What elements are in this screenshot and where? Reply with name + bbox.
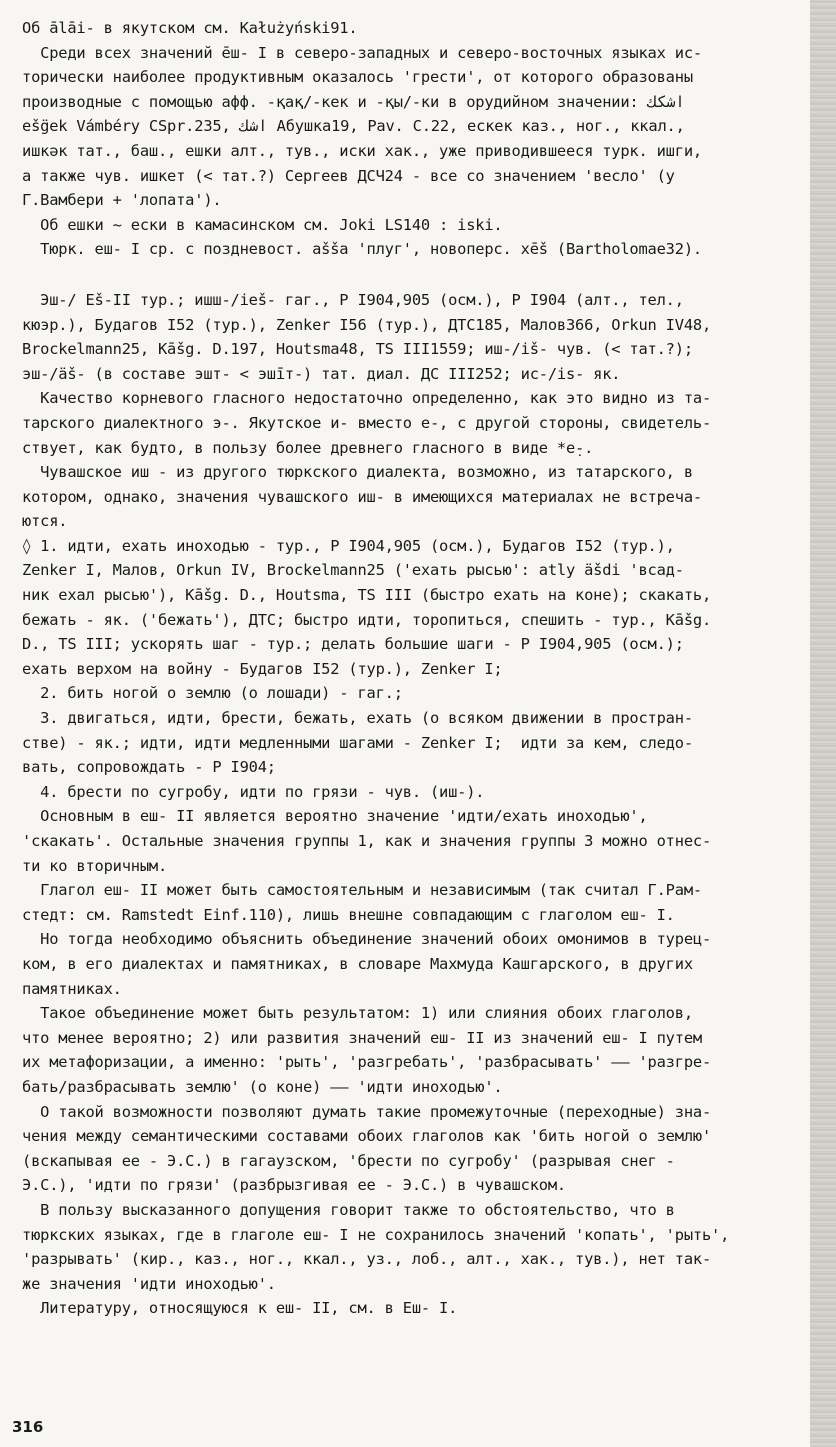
text-line: котором, однако, значения чувашского иш- в имеющихся материалах не встреча- (22, 487, 702, 506)
text-line: 'скакать'. Остальные значения группы 1, как и значения группы 3 можно отнес- (22, 832, 712, 850)
text-line: а также чув. ишкет (< тат.?) Сергеев ДСЧ24 - все со значением 'весло' (у (22, 166, 675, 185)
text-line: Литературу, относящуюся к еш- II, см. в Еш- I. (22, 1299, 458, 1318)
text-line: бежать - як. ('бежать'), ДТС; быстро идти, торопиться, спешить - тур., Kāšg. (22, 610, 712, 629)
text-line: D., TS III; ускорять шаг - тур.; делать большие шаги - P I904,905 (осм.); (22, 635, 684, 654)
text-line: ствует, как будто, в пользу более древнего гласного в виде *е̣-. (22, 438, 594, 457)
text-line: их метафоризации, а именно: 'рыть', 'разгребать', 'разбрасывать' —— 'разгре- (22, 1053, 712, 1072)
text-line: О такой возможности позволяют думать такие промежуточные (переходные) зна- (22, 1102, 712, 1121)
text-line: eš̈gek Vámbéry CSpr.235, اشك Абушка19, Pav. C.22, ескек каз., ног., ккал., (22, 117, 685, 136)
text-line: вать, сопровождать - P I904; (22, 758, 276, 777)
text-line: стве) - як.; идти, идти медленными шагами - Zenker I; идти за кем, следо- (22, 733, 693, 752)
text-line: 3. двигаться, идти, брести, бежать, ехать (о всяком движении в простран- (22, 709, 693, 728)
text-line: Brockelmann25, Kāšg. D.197, Houtsma48, TS III1559; иш-/iš- чув. (< тат.?); (22, 340, 693, 359)
text-line: бать/разбрасывать землю' (о коне) —— 'идти иноходью'. (22, 1077, 503, 1096)
text-line: ник ехал рысью'), Kāšg. D., Houtsma, TS III (быстро ехать на коне); скакать, (22, 586, 712, 605)
text-line: что менее вероятно; 2) или развития значений еш- II из значений еш- I путем (22, 1028, 702, 1047)
text-line: Качество корневого гласного недостаточно определенно, как это видно из та- (22, 389, 712, 408)
page-number: 316 (12, 1418, 44, 1436)
scan-edge-shadow (810, 0, 836, 1447)
text-line: 'разрывать' (кир., каз., ног., ккал., уз., лоб., алт., хак., тув.), нет так- (22, 1250, 712, 1269)
text-line: Тюрк. еш- I ср. с поздневост. ašša 'плуг', новоперс. xēš (Bartholomae32). (22, 240, 702, 259)
text-line: памятниках. (22, 979, 122, 998)
text-line: В пользу высказанного допущения говорит также то обстоятельство, что в (22, 1200, 675, 1219)
text-line: Среди всех значений ēш- I в северо-западных и северо-восточных языках ис- (22, 43, 702, 62)
text-line: Основным в еш- II является вероятно значение 'идти/ехать иноходью', (22, 807, 648, 826)
paragraph-block-1 (22, 16, 812, 262)
text-line: ехать верхом на войну - Будагов I52 (тур.), Zenker I; (22, 659, 503, 678)
paragraph-block-2 (22, 288, 812, 1346)
text-line: тарского диалектного э-. Якутское и- вместо е-, с другой стороны, свидетель- (22, 413, 712, 432)
text-line: ишкәк тат., баш., ешки алт., тув., иски хак., уже приводившееся турк. ишги, (22, 141, 702, 160)
text-line: тюркских языках, где в глаголе еш- I не сохранилось значений 'копать', 'рыть', (22, 1225, 730, 1244)
text-line: стедт: см. Ramstedt Einf.110), лишь внешне совпадающим с глаголом еш- I. (22, 905, 675, 924)
section-gap (22, 262, 812, 288)
text-line: ются. (22, 512, 68, 531)
text-line: торически наиболее продуктивным оказалось 'грести', от которого образованы (22, 68, 693, 87)
text-line: чения между семантическими составами обоих глаголов как 'бить ногой о землю' (22, 1127, 712, 1146)
text-line: 4. брести по сугробу, идти по грязи - чув. (иш-). (22, 782, 485, 801)
text-line: Г.Вамбери + 'лопата'). (22, 191, 222, 210)
text-line: Чувашское иш - из другого тюркского диалекта, возможно, из татарского, в (22, 463, 693, 482)
text-line: Э.С.), 'идти по грязи' (разбрызгивая ее - Э.С.) в чувашском. (22, 1176, 566, 1195)
text-line: кюэр.), Будагов I52 (тур.), Zenker I56 (тур.), ДТС185, Малов366, Orkun IV48, (22, 315, 712, 334)
text-line: (вскапывая ее - Э.С.) в гагаузском, 'брести по сугробу' (разрывая снег - (22, 1151, 675, 1170)
text-line: эш-/äš- (в составе эшт- < эшīт-) тат. диал. ДС III252; ис-/is- як. (22, 364, 621, 383)
text-line: Но тогда необходимо объяснить объединение значений обоих омонимов в турец- (22, 930, 712, 949)
text-line: Глагол еш- II может быть самостоятельным и независимым (так считал Г.Рам- (22, 881, 702, 900)
text-line: Об ешки ~ ески в камасинском см. Joki LS140 : iski. (22, 215, 503, 234)
text-line: Такое объединение может быть результатом: 1) или слияния обоих глаголов, (22, 1004, 693, 1023)
page-body (22, 16, 812, 1345)
text-line: ◊ 1. идти, ехать иноходью - тур., P I904,905 (осм.), Будагов I52 (тур.), (22, 536, 675, 555)
text-line: Об ālāi- в якутском см. Kałużyński91. (22, 19, 358, 37)
text-line: Zenker I, Малов, Orkun IV, Brockelmann25 ('ехать рысью': atly äšdi 'всад- (22, 561, 684, 580)
text-line (22, 1321, 812, 1346)
text-line: Эш-/ Eš-II тур.; ишш-/iеš- гаг., P I904,905 (осм.), P I904 (алт., тел., (22, 290, 684, 309)
text-line: 2. бить ногой о землю (о лошади) - гаг.; (22, 684, 403, 703)
text-line: ти ко вторичным. (22, 856, 168, 875)
text-line: же значения 'идти иноходью'. (22, 1274, 276, 1293)
text-line: производные с помощью афф. -қақ/-кек и -қы/-ки в орудийном значении: اشكك (22, 92, 685, 111)
text-line: ком, в его диалектах и памятниках, в словаре Махмуда Кашгарского, в других (22, 954, 693, 973)
